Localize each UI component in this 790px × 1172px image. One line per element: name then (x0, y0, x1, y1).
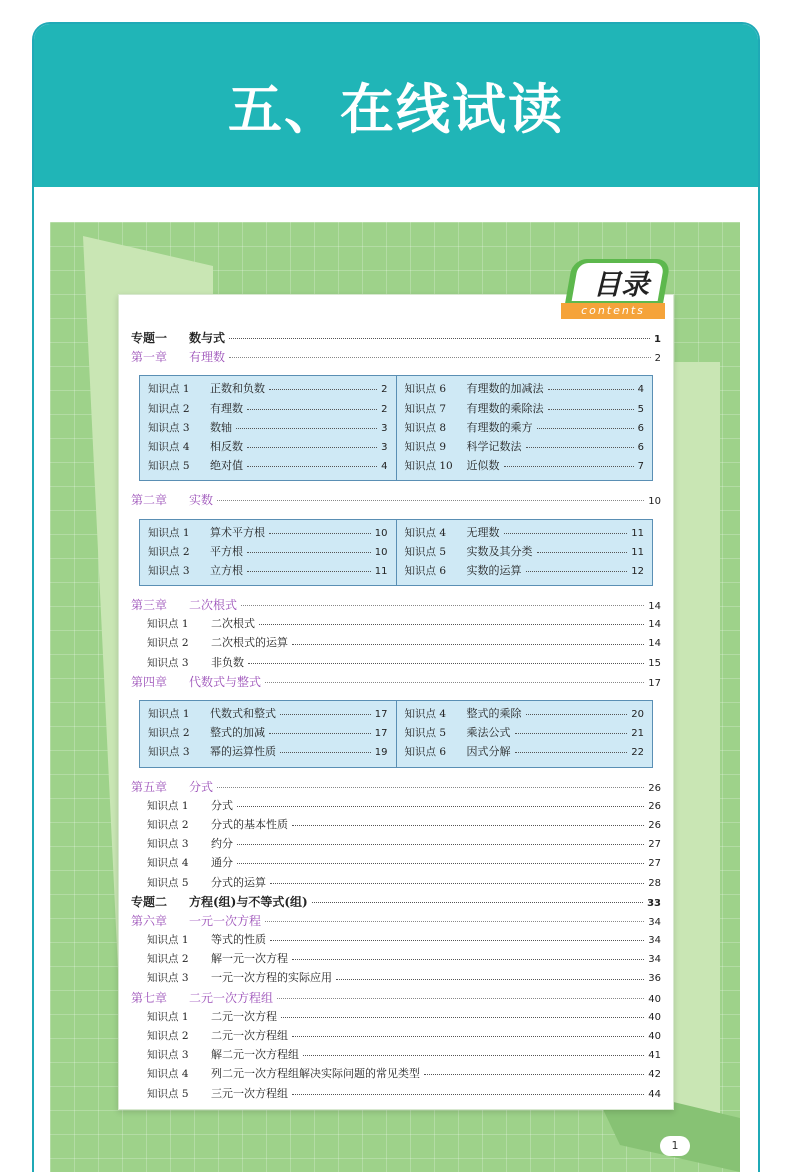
toc-knowledge-row (131, 1065, 661, 1084)
knowledge-column-right (396, 520, 653, 586)
entry-page: 11 (631, 527, 644, 539)
toc-list (131, 329, 661, 1104)
entry-title: 乘法公式 (466, 726, 511, 740)
toc-knowledge-row (131, 797, 661, 816)
entry-page: 36 (648, 973, 661, 985)
leader-dots (247, 571, 371, 572)
entry-title: 非负数 (211, 655, 244, 669)
leader-dots (270, 883, 644, 884)
entry-label: 知识点 5 (147, 876, 189, 889)
entry-label: 知识点 3 (147, 972, 189, 985)
toc-badge (561, 259, 669, 323)
leader-dots (259, 624, 644, 625)
toc-subtitle: contents (561, 303, 665, 319)
toc-chapter-row (131, 348, 661, 367)
knowledge-box (139, 375, 653, 481)
leader-dots (548, 409, 634, 410)
entry-page: 34 (648, 954, 661, 966)
entry-label: 知识点 1 (148, 526, 190, 539)
leader-dots (265, 682, 644, 683)
leader-dots (281, 1017, 644, 1018)
leader-dots (292, 1036, 644, 1037)
entry-title: 二元一次方程组 (211, 1029, 288, 1042)
leader-dots (548, 389, 634, 390)
entry-title: 实数及其分类 (466, 544, 533, 558)
entry-title: 二元一次方程 (211, 1009, 277, 1023)
entry-page: 15 (648, 657, 661, 669)
leader-dots (292, 825, 644, 826)
leader-dots (217, 500, 644, 501)
entry-label: 知识点 4 (404, 708, 447, 720)
leader-dots (269, 533, 371, 534)
toc-chapter-row (131, 778, 661, 797)
entry-label: 知识点 1 (148, 708, 190, 720)
entry-title: 有理数的乘除法 (466, 401, 544, 415)
entry-title: 分式 (189, 779, 214, 794)
entry-label: 知识点 1 (147, 934, 189, 947)
entry-title: 数与式 (189, 331, 226, 345)
leader-dots (247, 552, 371, 553)
leader-dots (504, 466, 634, 467)
leader-dots (336, 979, 644, 980)
leader-dots (526, 714, 628, 715)
entry-label: 知识点 5 (148, 460, 190, 473)
entry-page: 14 (648, 638, 661, 650)
knowledge-column-left (140, 376, 396, 480)
entry-title: 立方根 (210, 563, 243, 577)
leader-dots (217, 787, 644, 788)
entry-page: 17 (374, 728, 388, 740)
toc-knowledge-row (405, 524, 645, 543)
entry-label: 知识点 3 (148, 421, 190, 434)
entry-page: 11 (631, 546, 644, 558)
toc-knowledge-row (405, 400, 645, 419)
toc-chapter-row (131, 912, 661, 931)
toc-knowledge-row (131, 1085, 661, 1104)
entry-label: 知识点 6 (404, 383, 447, 396)
entry-title: 整式的乘除 (466, 707, 522, 720)
entry-title: 列二元一次方程组解决实际问题的常见类型 (211, 1067, 420, 1081)
toc-knowledge-row (148, 724, 388, 743)
toc-title: 目录 (592, 268, 649, 301)
entry-title: 等式的性质 (211, 933, 266, 947)
entry-label: 知识点 2 (147, 1030, 189, 1042)
entry-label: 知识点 3 (148, 564, 190, 577)
toc-knowledge-row (148, 524, 388, 543)
leader-dots (247, 466, 377, 467)
entry-label: 知识点 6 (404, 564, 447, 577)
entry-title: 幂的运算性质 (210, 745, 276, 759)
entry-title: 平方根 (210, 544, 243, 558)
toc-sheet (118, 268, 674, 1110)
entry-title: 实数 (189, 493, 214, 508)
entry-title: 二次根式 (189, 598, 238, 613)
leader-dots (292, 644, 644, 645)
entry-page: 26 (648, 782, 661, 794)
toc-knowledge-row (131, 854, 661, 873)
toc-chapter-row (131, 596, 661, 615)
entry-label: 知识点 1 (148, 383, 190, 396)
entry-label: 知识点 3 (147, 656, 189, 669)
entry-label: 知识点 8 (404, 421, 447, 434)
leader-dots (537, 428, 634, 429)
entry-title: 有理数 (189, 350, 226, 365)
entry-label: 知识点 9 (404, 440, 447, 453)
toc-knowledge-row (131, 969, 661, 988)
entry-page: 26 (648, 819, 661, 831)
entry-title: 科学记数法 (466, 439, 522, 453)
entry-label: 知识点 1 (147, 1010, 189, 1023)
leader-dots (236, 428, 377, 429)
entry-title: 有理数的加减法 (466, 382, 544, 396)
entry-page: 44 (648, 1088, 661, 1100)
entry-page: 7 (637, 461, 644, 473)
leader-dots (303, 1055, 644, 1056)
entry-page: 40 (648, 993, 661, 1005)
toc-part-row (131, 329, 661, 348)
entry-title: 因式分解 (466, 745, 511, 759)
leader-dots (269, 733, 371, 734)
section-title: 五、在线试读 (228, 78, 564, 141)
entry-page: 4 (637, 384, 644, 396)
toc-knowledge-row (405, 743, 645, 762)
entry-page: 10 (648, 496, 661, 508)
entry-page: 41 (648, 1050, 661, 1062)
toc-knowledge-row (405, 705, 645, 724)
entry-label: 知识点 4 (404, 526, 447, 539)
entry-title: 解二元一次方程组 (211, 1048, 299, 1062)
knowledge-column-left (140, 701, 396, 767)
entry-page: 1 (654, 334, 661, 345)
entry-page: 6 (637, 422, 644, 434)
entry-page: 4 (381, 461, 388, 473)
toc-knowledge-row (131, 654, 661, 673)
leader-dots (247, 447, 377, 448)
toc-chapter-row (131, 989, 661, 1008)
entry-label: 第七章 (131, 990, 168, 1005)
toc-knowledge-row (148, 438, 388, 457)
entry-page: 26 (648, 800, 661, 812)
entry-title: 分式 (211, 798, 233, 812)
leader-dots (526, 571, 628, 572)
entry-page: 12 (631, 565, 644, 577)
leader-dots (229, 357, 651, 358)
entry-page: 2 (381, 384, 388, 396)
entry-title: 算术平方根 (210, 525, 265, 539)
toc-knowledge-row (148, 400, 388, 419)
entry-label: 第二章 (131, 493, 168, 508)
entry-page: 27 (648, 839, 661, 851)
page-number: 1 (660, 1136, 690, 1156)
leader-dots (537, 552, 628, 553)
entry-page: 33 (647, 897, 661, 909)
entry-label: 第五章 (131, 779, 168, 794)
toc-knowledge-row (131, 835, 661, 854)
toc-knowledge-row (131, 634, 661, 653)
entry-label: 知识点 5 (404, 545, 447, 558)
entry-page: 21 (631, 728, 644, 740)
leader-dots (277, 998, 644, 999)
entry-title: 三元一次方程组 (211, 1086, 288, 1100)
entry-label: 知识点 4 (148, 440, 190, 453)
leader-dots (515, 733, 628, 734)
knowledge-box (139, 700, 653, 768)
toc-knowledge-row (148, 743, 388, 762)
entry-label: 知识点 2 (148, 727, 190, 740)
entry-page: 10 (374, 546, 388, 558)
entry-page: 40 (648, 1011, 661, 1023)
entry-page: 14 (648, 619, 661, 631)
entry-label: 知识点 3 (147, 1049, 189, 1062)
entry-page: 22 (631, 747, 644, 759)
entry-title: 实数的运算 (466, 563, 522, 577)
entry-title: 整式的加减 (210, 726, 265, 740)
entry-label: 知识点 5 (147, 1087, 189, 1100)
entry-title: 分式的基本性质 (211, 817, 288, 831)
entry-page: 5 (637, 403, 644, 415)
toc-knowledge-row (405, 380, 645, 399)
toc-knowledge-row (131, 874, 661, 893)
leader-dots (237, 863, 644, 864)
entry-page: 2 (654, 353, 661, 365)
toc-knowledge-row (131, 1008, 661, 1027)
section-header (34, 24, 758, 187)
entry-label: 知识点 4 (147, 857, 189, 870)
leader-dots (292, 1094, 644, 1095)
toc-chapter-row (131, 673, 661, 692)
leader-dots (247, 409, 377, 410)
entry-page: 14 (648, 601, 661, 613)
entry-label: 知识点 3 (147, 838, 189, 851)
entry-title: 相反数 (210, 439, 243, 453)
entry-page: 3 (381, 422, 388, 434)
toc-knowledge-row (405, 562, 645, 581)
leader-dots (237, 806, 644, 807)
entry-label: 知识点 3 (148, 746, 190, 759)
entry-label: 知识点 10 (404, 460, 453, 473)
entry-page: 10 (374, 527, 388, 539)
knowledge-box (139, 519, 653, 587)
leader-dots (424, 1074, 644, 1075)
entry-title: 分式的运算 (211, 875, 266, 889)
toc-chapter-row (131, 491, 661, 510)
toc-knowledge-row (405, 419, 645, 438)
leader-dots (312, 902, 643, 903)
leader-dots (248, 663, 644, 664)
entry-title: 有理数的乘方 (466, 420, 533, 434)
knowledge-column-right (396, 376, 653, 480)
entry-title: 代数式与整式 (189, 674, 262, 689)
entry-title: 近似数 (466, 459, 500, 473)
entry-label: 知识点 2 (147, 637, 189, 650)
toc-knowledge-row (131, 615, 661, 634)
book-page-photo (50, 222, 740, 1172)
entry-page: 28 (648, 877, 661, 889)
toc-knowledge-row (148, 380, 388, 399)
leader-dots (526, 447, 634, 448)
entry-page: 34 (648, 935, 661, 947)
toc-knowledge-row (131, 1027, 661, 1046)
entry-title: 一元一次方程 (189, 913, 262, 928)
toc-knowledge-row (131, 931, 661, 950)
leader-dots (280, 752, 371, 753)
entry-label: 第三章 (131, 598, 168, 613)
toc-knowledge-row (148, 419, 388, 438)
entry-page: 19 (374, 747, 388, 759)
entry-label: 知识点 4 (147, 1068, 189, 1081)
entry-label: 知识点 2 (148, 402, 190, 415)
entry-label: 知识点 5 (404, 727, 447, 740)
entry-page: 27 (648, 858, 661, 870)
entry-page: 34 (648, 916, 661, 928)
knowledge-column-left (140, 520, 396, 586)
entry-label: 第六章 (131, 913, 168, 928)
toc-knowledge-row (131, 1046, 661, 1065)
toc-knowledge-row (131, 950, 661, 969)
entry-label: 知识点 2 (148, 545, 190, 558)
toc-knowledge-row (148, 457, 388, 476)
leader-dots (292, 959, 644, 960)
entry-title: 有理数 (210, 401, 243, 415)
entry-title: 数轴 (210, 420, 232, 434)
leader-dots (265, 921, 644, 922)
entry-title: 解一元一次方程 (211, 952, 288, 966)
knowledge-column-right (396, 701, 653, 767)
entry-title: 二元一次方程组 (189, 990, 274, 1005)
entry-label: 知识点 1 (147, 618, 189, 631)
entry-label: 知识点 2 (147, 953, 189, 966)
entry-page: 40 (648, 1031, 661, 1042)
leader-dots (241, 605, 644, 606)
leader-dots (229, 338, 650, 339)
entry-page: 6 (637, 441, 644, 453)
entry-label: 第一章 (131, 350, 168, 365)
entry-title: 方程(组)与不等式(组) (189, 894, 308, 909)
leader-dots (504, 533, 628, 534)
entry-page: 2 (381, 403, 388, 415)
entry-title: 绝对值 (210, 459, 243, 473)
toc-knowledge-row (148, 705, 388, 724)
toc-part-row (131, 893, 661, 912)
toc-knowledge-row (148, 543, 388, 562)
entry-title: 一元一次方程的实际应用 (211, 971, 332, 985)
entry-page: 17 (374, 709, 388, 720)
entry-title: 通分 (211, 856, 233, 870)
entry-page: 11 (374, 565, 388, 577)
leader-dots (515, 752, 628, 753)
entry-label: 专题一 (131, 331, 168, 345)
entry-label: 第四章 (131, 674, 168, 689)
entry-page: 3 (381, 441, 388, 453)
entry-title: 二次根式 (211, 617, 255, 631)
entry-label: 专题二 (131, 894, 168, 909)
leader-dots (280, 714, 371, 715)
entry-title: 无理数 (466, 525, 500, 539)
toc-knowledge-row (405, 457, 645, 476)
entry-title: 二次根式的运算 (211, 636, 288, 650)
entry-page: 17 (648, 677, 661, 689)
entry-page: 42 (648, 1069, 661, 1081)
toc-knowledge-row (148, 562, 388, 581)
toc-knowledge-row (405, 724, 645, 743)
entry-page: 20 (631, 709, 644, 720)
entry-title: 约分 (211, 837, 233, 851)
entry-label: 知识点 6 (404, 746, 447, 759)
toc-knowledge-row (131, 816, 661, 835)
leader-dots (269, 389, 377, 390)
entry-label: 知识点 2 (147, 818, 189, 831)
entry-label: 知识点 1 (147, 799, 189, 812)
toc-knowledge-row (405, 438, 645, 457)
entry-title: 正数和负数 (210, 382, 265, 396)
entry-label: 知识点 7 (404, 402, 447, 415)
entry-title: 代数式和整式 (210, 707, 276, 720)
leader-dots (237, 844, 644, 845)
leader-dots (270, 940, 644, 941)
toc-knowledge-row (405, 543, 645, 562)
